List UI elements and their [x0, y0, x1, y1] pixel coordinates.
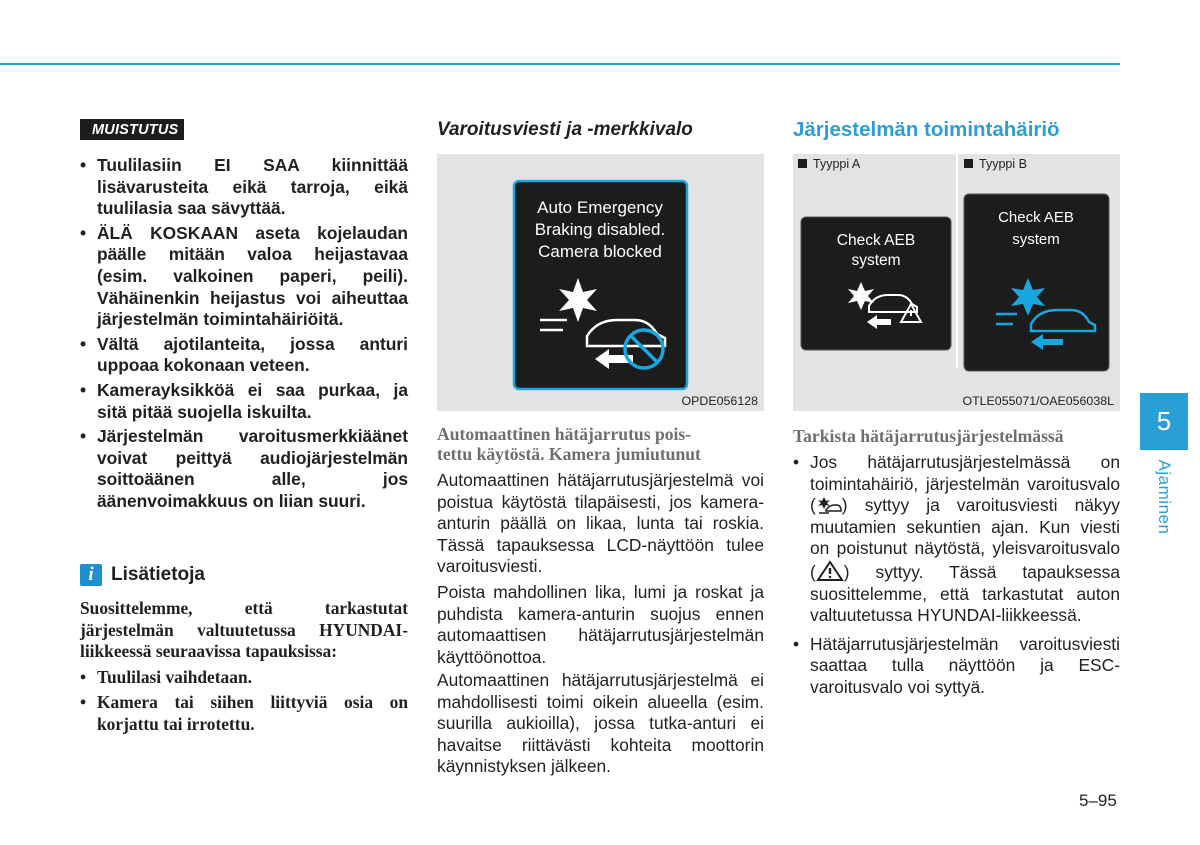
note-label: MUISTUTUS — [80, 119, 184, 140]
type-b-label: Tyyppi B — [979, 157, 1027, 171]
note-item: • Järjestelmän varoitusmerkkiäänet voivat peittyä audiojärjestelmän soittoäänen alle, jos äänenvoimakkuus on liian suuri. — [80, 426, 408, 512]
check-aeb-illustration — [793, 154, 1120, 411]
info-title: Lisätietoja — [111, 564, 205, 585]
note-list — [80, 155, 408, 516]
chapter-name: Ajaminen — [1155, 459, 1174, 535]
type-a-label: Tyyppi A — [813, 157, 861, 171]
type-a-line: system — [851, 252, 901, 269]
figure-code: OPDE056128 — [681, 394, 758, 408]
text-segment: ) syttyy ja varoitusviesti näkyy muutamien sekuntien ajan. Kun viesti on poistunut näytöstä, yleisvaroitusvalo ( — [810, 495, 1120, 582]
figure-camera-blocked — [437, 154, 764, 411]
malfunction-item: • Hätäjarrutusjärjestelmän varoitusviesti saattaa tulla näyttöön ja ESC-varoitusvalo voi syttyä. — [793, 634, 1120, 699]
figure-code: OTLE055071/OAE056038L — [962, 394, 1114, 408]
display-line: Camera blocked — [538, 242, 662, 261]
text-segment: Jos hätäjarrutusjärjestelmässä on toimintahäiriö, järjestelmän varoitusvalo ( — [810, 452, 1120, 516]
info-intro: Suosittelemme, että tarkastutat järjestelmän valtuutetussa HYUNDAI-liikkeessä seuraavissa tapauksissa: — [80, 598, 408, 661]
master-warning-icon — [816, 560, 844, 582]
paragraph: Automaattinen hätäjarrutusjärjestelmä voi poistua käytöstä tilapäisesti, jos kamera-anturin päällä on likaa, lunta tai roskia. Tässä tapauksessa LCD-näyttöön tulee varoitusviesti. — [437, 470, 764, 577]
subheading-line: Automaattinen hätäjarrutus pois- — [437, 424, 692, 444]
note-item: • Tuulilasiin EI SAA kiinnittää lisävarusteita eikä tarroja, eikä tuulilasia saa sävyttää. — [80, 155, 408, 220]
text-segment: ) syttyy. Tässä tapauksessa suosittelemme, että tarkastutat auton valtuutetussa HYUNDAI-liikkeessä. — [810, 561, 1120, 626]
header-rule — [0, 63, 1120, 65]
note-item: • ÄLÄ KOSKAAN aseta kojelaudan päälle mitään valoa heijastavaa (esim. valkoinen paperi, peili). Vähäinenkin heijastus voi aiheuttaa järjestelmän toimintahäiriöitä. — [80, 223, 408, 331]
subheading-camera — [437, 424, 701, 464]
display-illustration — [437, 154, 764, 411]
type-b-line: system — [1012, 231, 1060, 248]
section-title-warning: Varoitusviesti ja -merkkivalo — [437, 119, 693, 140]
display-line: Auto Emergency — [537, 198, 663, 217]
subheading-line: tettu käytöstä. Kamera jumiutunut — [437, 444, 701, 464]
info-icon: i — [80, 564, 102, 586]
malfunction-list — [793, 452, 1120, 706]
note-item: • Vältä ajotilanteita, jossa anturi uppoaa kokonaan veteen. — [80, 334, 408, 377]
info-list — [80, 666, 408, 738]
paragraph: Automaattinen hätäjarrutusjärjestelmä ei mahdollisesti toimi oikein alueella (esim. suurilla aukioilla), jossa tutka-anturi ei havaitse riittävästi kohteita moottorin käynnistyksen jälkeen. — [437, 670, 764, 777]
display-line: Braking disabled. — [534, 220, 666, 239]
figure-check-aeb — [793, 154, 1120, 411]
chapter-number-tab: 5 — [1140, 393, 1188, 450]
paragraph: Poista mahdollinen lika, lumi ja roskat ja puhdista kamera-anturin suojus ennen automaattisen hätäjarrutusjärjestelmän käyttöönottoa. — [437, 582, 764, 667]
aeb-warning-light-icon — [816, 496, 842, 515]
malfunction-item — [793, 452, 1120, 627]
section-title-malfunction: Järjestelmän toimintahäiriö — [793, 118, 1060, 141]
page-number: 5–95 — [1079, 791, 1117, 810]
info-heading — [80, 564, 205, 586]
subheading-check: Tarkista hätäjarrutusjärjestelmässä — [793, 426, 1064, 446]
note-item: • Kamerayksikköä ei saa purkaa, ja sitä pitää suojella iskuilta. — [80, 380, 408, 423]
info-item: • Tuulilasi vaihdetaan. — [80, 666, 408, 689]
type-a-line: Check AEB — [836, 232, 916, 249]
info-item: • Kamera tai siihen liittyviä osia on korjattu tai irrotettu. — [80, 691, 408, 736]
type-b-line: Check AEB — [998, 209, 1074, 226]
